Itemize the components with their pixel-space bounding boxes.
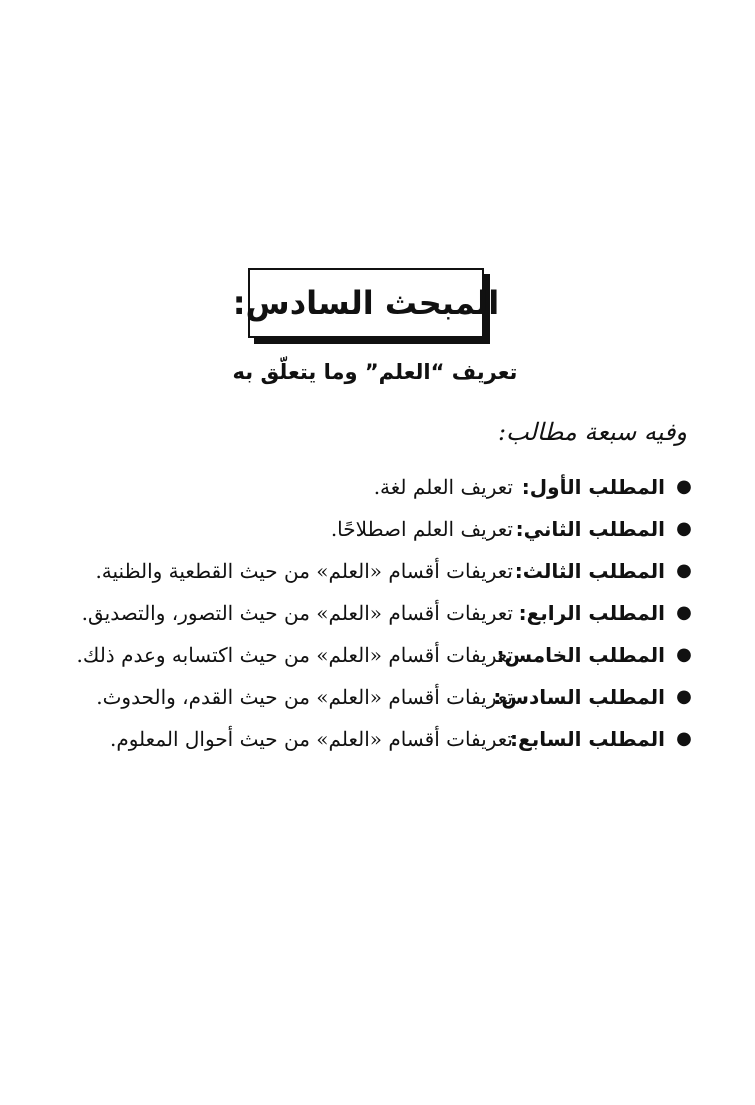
item-text: تعريفات أقسام «العلم» من حيث القطعية والظنية. <box>95 559 513 583</box>
list-item <box>55 508 695 550</box>
bullet-icon: ● <box>676 476 692 497</box>
item-label: المطلب الخامس: <box>496 643 665 667</box>
bullet-icon: ● <box>676 560 692 581</box>
bullet-icon: ● <box>676 728 692 749</box>
item-label: المطلب الثاني: <box>515 517 665 541</box>
bullet-icon: ● <box>676 518 692 539</box>
list-item <box>55 718 695 760</box>
item-label: المطلب السابع: <box>510 727 665 751</box>
item-label: المطلب السادس: <box>493 685 665 709</box>
section-title-box <box>232 268 500 338</box>
list-item <box>55 466 695 508</box>
intro-line: وفيه سبعة مطالب: <box>497 418 687 446</box>
section-subtitle: تعريف “العلم” وما يتعلّق به <box>232 360 518 384</box>
list-item <box>55 634 695 676</box>
item-text: تعريفات أقسام «العلم» من حيث التصور، والتصديق. <box>81 601 513 625</box>
bullet-icon: ● <box>676 686 692 707</box>
list-item <box>55 550 695 592</box>
bullet-icon: ● <box>676 644 692 665</box>
item-text: تعريفات أقسام «العلم» من حيث القدم، والحدوث. <box>96 685 513 709</box>
item-label: المطلب الرابع: <box>518 601 665 625</box>
subsections-list <box>55 466 695 760</box>
bullet-icon: ● <box>676 602 692 623</box>
list-item <box>55 676 695 718</box>
item-text: تعريف العلم اصطلاحًا. <box>330 517 513 541</box>
item-text: تعريفات أقسام «العلم» من حيث اكتسابه وعدم ذلك. <box>76 643 513 667</box>
item-label: المطلب الثالث: <box>514 559 665 583</box>
list-item <box>55 592 695 634</box>
item-text: تعريف العلم لغة. <box>373 475 513 499</box>
item-label: المطلب الأول: <box>521 475 665 499</box>
section-title: المبحث السادس: <box>232 284 500 322</box>
item-text: تعريفات أقسام «العلم» من حيث أحوال المعلوم. <box>109 727 513 751</box>
